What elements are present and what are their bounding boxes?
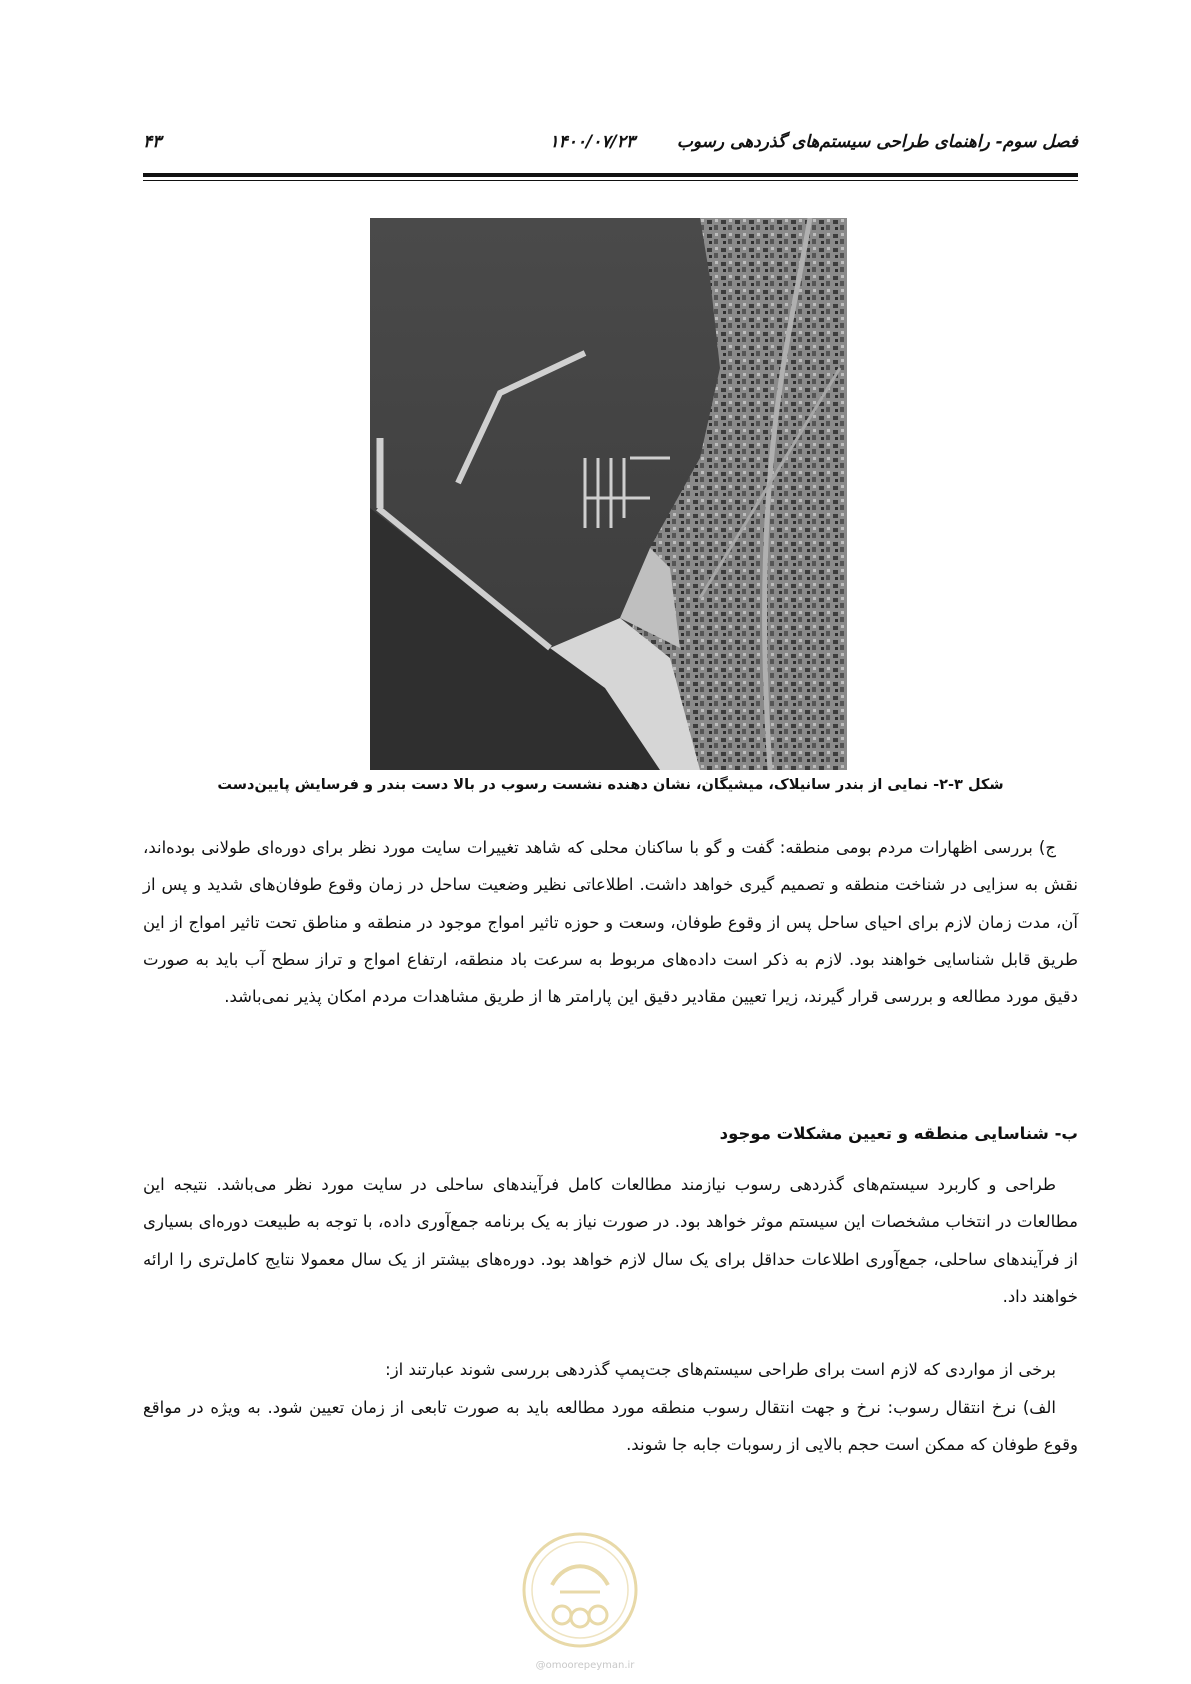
page-header xyxy=(143,128,1078,158)
paragraph-intro xyxy=(143,1351,1078,1388)
watermark-handle: @omoorepeyman.ir xyxy=(535,1660,635,1671)
header-date: ۱۴۰۰/۰۷/۲۳ xyxy=(549,132,635,152)
paragraph-text: ج) بررسی اظهارات مردم بومی منطقه: گفت و گو با ساکنان محلی که شاهد تغییرات سایت مورد نظر برای دوره‌ای طولانی بوده‌اند، نقش به سزایی در شناخت منطقه و تصمیم گیری خواهد داشت. اطلاعاتی نظیر وضعیت ساحل در زمان وقوع طوفان‌های شدید و پس از آن، مدت زمان لازم برای احیای ساحل پس از وقوع طوفان، وسعت و حوزه تاثیر امواج موجود در منطقه و مناطق تحت تاثیر امواج از این طریق قابل شناسایی خواهند بود. لازم به ذکر است داده‌های مربوط به سرعت باد منطقه، ارتفاع امواج و تراز سطح آب باید به صورت دقیق مورد مطالعه و بررسی قرار گیرند، زیرا تعیین مقادیر دقیق این پارامتر ها از طریق مشاهدات مردم امکان پذیر نمی‌باشد. xyxy=(143,838,1078,1007)
header-rule-thick xyxy=(143,173,1078,177)
watermark-seal-icon xyxy=(520,1530,640,1650)
harbor-photo-illustration xyxy=(370,218,847,770)
paragraph-text: برخی از مواردی که لازم است برای طراحی سیستم‌های جت‌پمپ گذردهی بررسی شوند عبارتند از: xyxy=(385,1360,1056,1379)
page-number: ۴۳ xyxy=(143,132,162,152)
watermark-logo xyxy=(520,1530,640,1650)
paragraph-section-c xyxy=(143,829,1078,1015)
harbor-aerial-photo xyxy=(370,218,847,770)
paragraph-text: طراحی و کاربرد سیستم‌های گذردهی رسوب نیازمند مطالعات کامل فرآیندهای ساحلی در سایت مورد نظر می‌باشد. نتیجه این مطالعات در انتخاب مشخصات این سیستم موثر خواهد بود. در صورت نیاز به یک برنامه جمع‌آوری داده، با توجه به طبیعت دوره‌ای بسیاری از فرآیندهای ساحلی، جمع‌آوری اطلاعات حداقل برای یک سال لازم خواهد بود. دوره‌های بیشتر از یک سال معمولا نتایج کامل‌تری را ارائه خواهند داد. xyxy=(143,1175,1078,1306)
paragraph-section-b xyxy=(143,1166,1078,1315)
header-rule-thin xyxy=(143,180,1078,181)
figure-caption: شکل ۳-۲- نمایی از بندر سانیلاک، میشیگان، نشان دهنده نشست رسوب در بالا دست بندر و فرسایش پایین‌دست xyxy=(217,777,1004,793)
section-heading: ب- شناسایی منطقه و تعیین مشکلات موجود xyxy=(719,1124,1078,1143)
paragraph-text: الف) نرخ انتقال رسوب: نرخ و جهت انتقال رسوب منطقه مورد مطالعه باید به صورت تابعی از زمان تعیین شود. به ویژه در مواقع وقوع طوفان که ممکن است حجم بالایی از رسوبات جابه جا شوند. xyxy=(143,1398,1078,1455)
list-item-a xyxy=(143,1389,1078,1464)
chapter-title: فصل سوم- راهنمای طراحی سیستم‌های گذردهی رسوب xyxy=(676,132,1078,152)
